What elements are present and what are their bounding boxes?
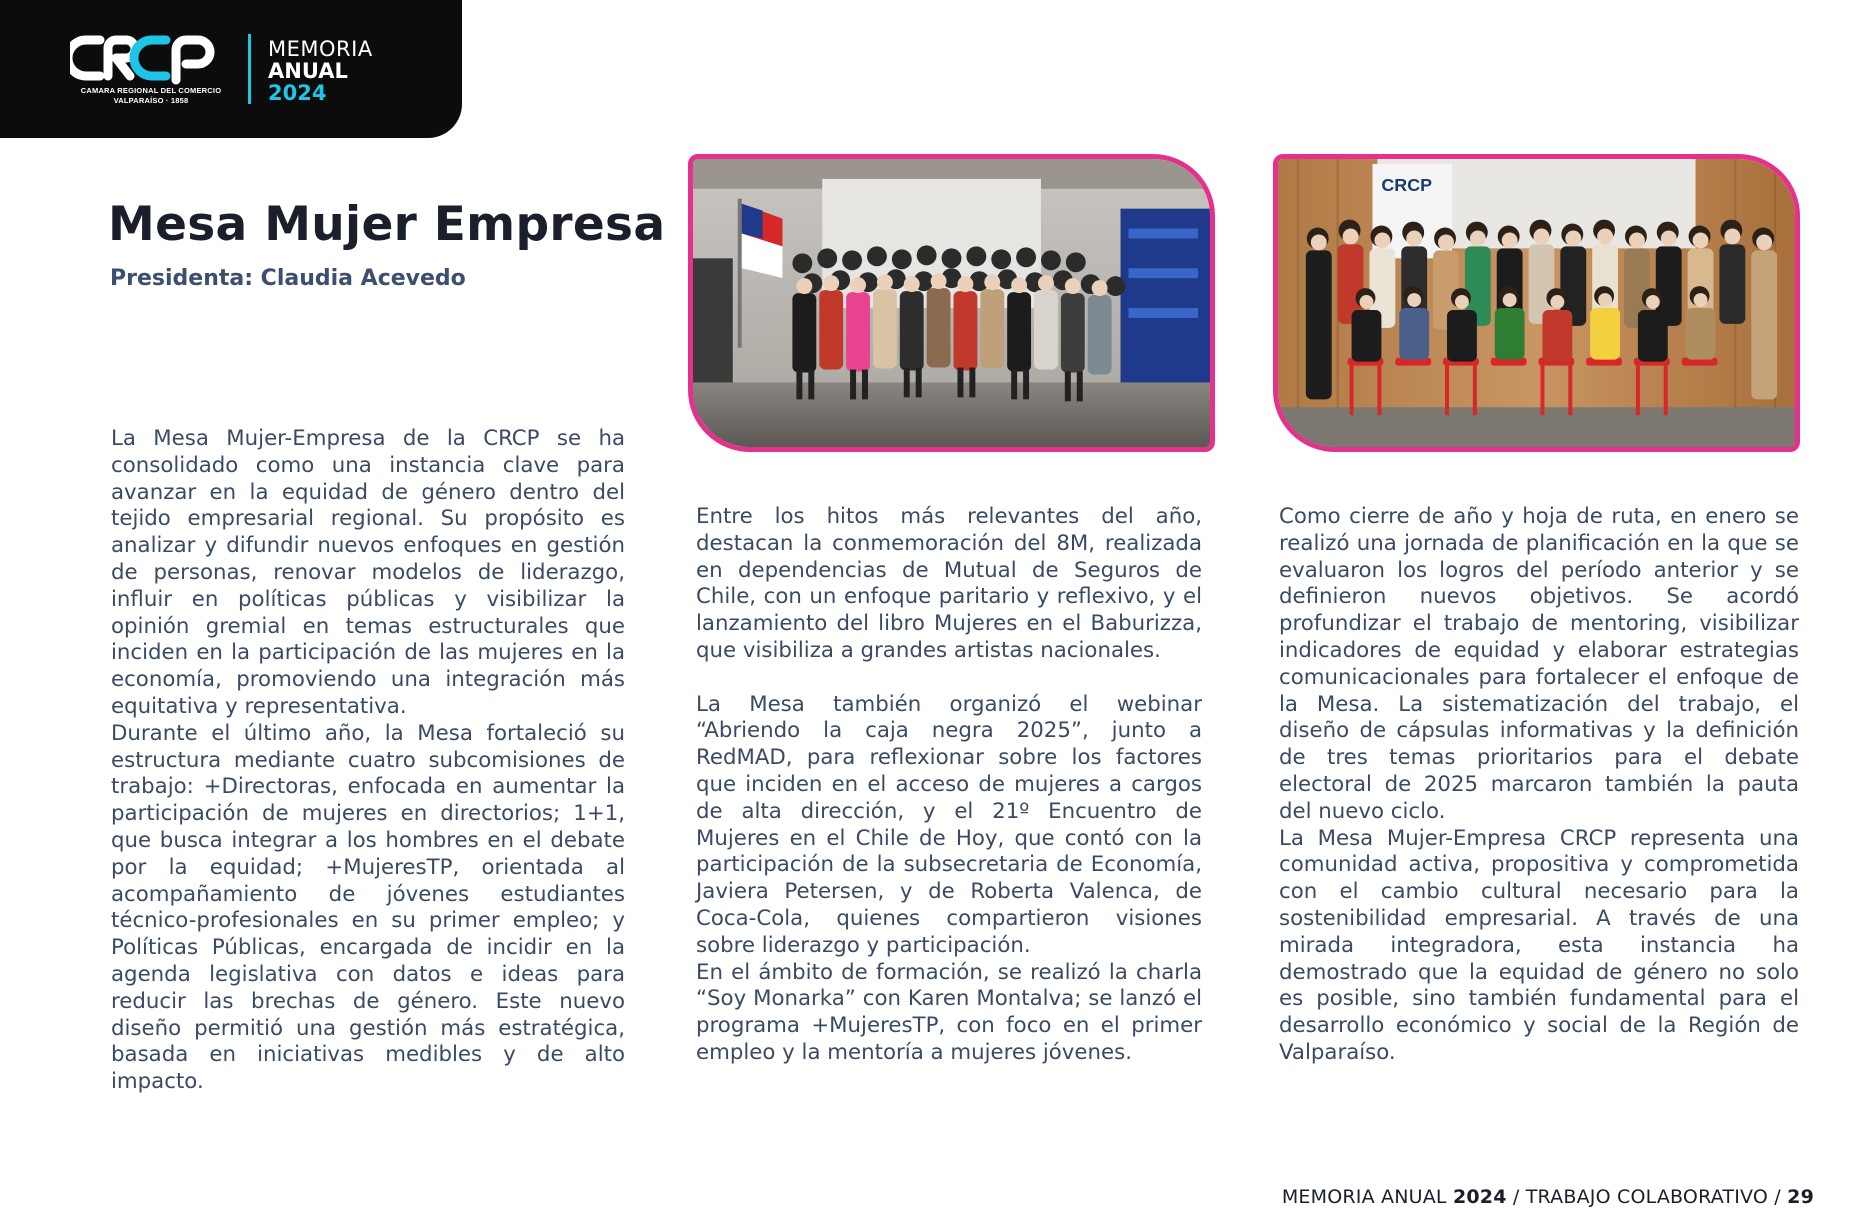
text-column-2	[696, 504, 1202, 1067]
svg-text:CRCP: CRCP	[1381, 174, 1433, 195]
logo-subtitle-line1: CAMARA REGIONAL DEL COMERCIO	[80, 86, 222, 95]
anual-line: ANUAL	[268, 59, 348, 83]
paragraph: Como cierre de año y hoja de ruta, en enero se realizó una jornada de planificación en la que se evaluaron los logros del período anterior y se definieron nuevos objetivos. Se acordó profundizar el trabajo de mentoring, visibilizar indicadores de equidad y elaborar estrategias comunicacionales para fortalecer el enfoque de la Mesa. La sistematización del trabajo, el diseño de cápsulas informativas y la definición de tres temas prioritarios para el debate electoral de 2025 marcaron también la pauta del nuevo ciclo.	[1279, 504, 1799, 824]
paragraph-spacer	[696, 665, 1202, 692]
page-title: Mesa Mujer Empresa	[108, 197, 666, 252]
group-photo-event	[688, 154, 1215, 452]
text-column-3	[1279, 504, 1799, 1067]
group-photo-event-image	[693, 159, 1210, 447]
logo-subtitle	[68, 86, 234, 106]
crcp-logo-icon	[70, 30, 230, 86]
president-subtitle: Presidenta: Claudia Acevedo	[110, 266, 466, 291]
header-logo-block	[0, 0, 462, 138]
paragraph: Durante el último año, la Mesa fortaleció su estructura mediante cuatro subcomisiones de trabajo: +Directoras, enfocada en aumentar la participación de mujeres en directorios; 1+1, que busca integrar a los hombres en el debate por la equidad; +MujeresTP, orientada al acompañamiento de jóvenes estudiantes técnico-profesionales en su primer empleo; y Políticas Públicas, encargada de incidir en la agenda legislativa con datos e ideas para reducir las brechas de género. Este nuevo diseño permitió una gestión más estratégica, basada en iniciativas medibles y de alto impacto.	[111, 720, 625, 1095]
memoria-line: MEMORIA	[268, 37, 373, 61]
footer-prefix: MEMORIA ANUAL	[1281, 1186, 1453, 1208]
logo-subtitle-line2: VALPARAÍSO · 1858	[113, 96, 189, 105]
page-number: 29	[1787, 1186, 1814, 1208]
group-photo-planning	[1273, 154, 1800, 452]
paragraph: La Mesa también organizó el webinar “Abriendo la caja negra 2025”, junto a RedMAD, para reflexionar sobre los factores que inciden en el acceso de mujeres a cargos de alta dirección, y el 21º Encuentro de Mujeres en el Chile de Hoy, que contó con la participación de la subsecretaria de Economía, Javiera Petersen, y de Roberta Valenca, de Coca-Cola, quienes compartieron visiones sobre liderazgo y participación.	[696, 691, 1202, 958]
page-footer	[1282, 1186, 1814, 1208]
paragraph: La Mesa Mujer-Empresa CRCP representa una comunidad activa, propositiva y comprometida con el cambio cultural necesario para la sostenibilidad empresarial. A través de una mirada integradora, esta instancia ha demostrado que la equidad de género no solo es posible, sino también fundamental para el desarrollo económico y social de la Región de Valparaíso.	[1279, 825, 1799, 1065]
footer-section: / TRABAJO COLABORATIVO /	[1506, 1186, 1788, 1208]
year-line: 2024	[268, 81, 327, 105]
paragraph: En el ámbito de formación, se realizó la charla “Soy Monarka” con Karen Montalva; se lanzó el programa +MujeresTP, con foco en el primer empleo y la mentoría a mujeres jóvenes.	[696, 959, 1202, 1065]
paragraph: Entre los hitos más relevantes del año, destacan la conmemoración del 8M, realizada en dependencias de Mutual de Seguros de Chile, con un enfoque paritario y reflexivo, y el lanzamiento del libro Mujeres en el Baburizza, que visibiliza a grandes artistas nacionales.	[696, 504, 1202, 663]
footer-year: 2024	[1452, 1186, 1507, 1208]
text-column-1	[111, 426, 625, 1096]
group-photo-planning-image	[1278, 159, 1795, 447]
paragraph: La Mesa Mujer-Empresa de la CRCP se ha consolidado como una instancia clave para avanzar en la equidad de género dentro del tejido empresarial regional. Su propósito es analizar y difundir nuevos enfoques en gestión de personas, renovar modelos de liderazgo, influir en políticas públicas y visibilizar la opinión gremial en temas estructurales que inciden en la participación de las mujeres en la economía, promoviendo una integración más equitativa y representativa.	[111, 426, 625, 719]
memoria-anual-title	[268, 38, 373, 104]
header-divider	[248, 34, 251, 104]
